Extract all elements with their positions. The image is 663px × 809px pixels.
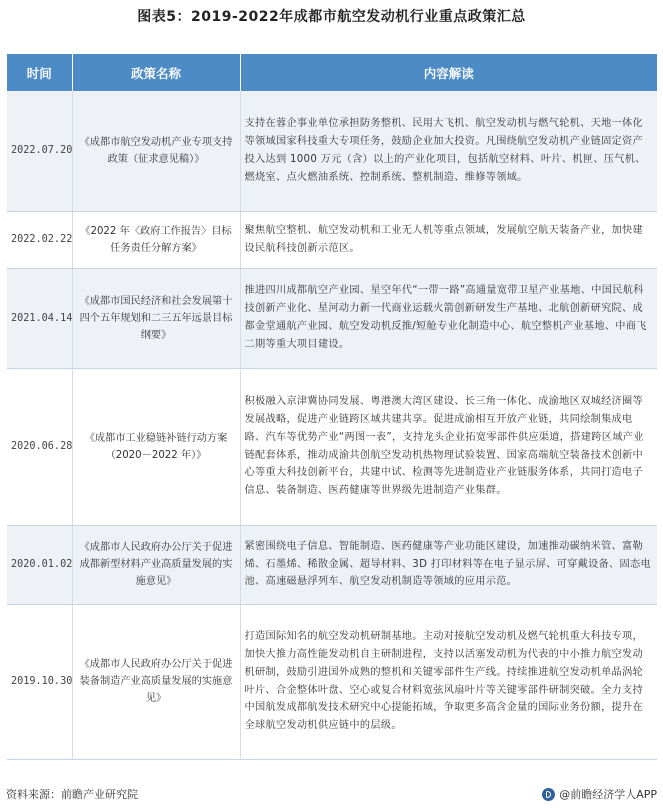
table-row (7, 211, 657, 268)
source-note: 资料来源：前瞻产业研究院 (6, 788, 138, 801)
table-row (7, 604, 657, 759)
policy-name: 《成都市国民经济和社会发展第十四个五年规划和二三五年远景目标纲要》 (72, 268, 240, 368)
qianzhan-logo-icon (542, 788, 555, 801)
policy-content: 支持在蓉企事业单位承担防务整机、民用大飞机、航空发动机与燃气轮机、天地一体化等领域国家科技重大专项任务，鼓励企业加大投资。凡围绕航空发动机产业链固定资产投入达到 1000 万元（含）以上的产业化项目，包括航空材料、叶片、机匣、压气机、燃烧室、点火燃油系统、控制系统、整机制造、维修等领域。 (240, 91, 657, 211)
policy-content: 积极融入京津冀协同发展、粤港澳大湾区建设、长三角一体化、成渝地区双城经济圈等发展战略，促进产业链跨区域共建共享。促进成渝相互开放产业链，共同绘制集成电路、汽车等优势产业“两图一表”，支持龙头企业拓宽零部件供应渠道，搭建跨区域产业链配套体系，推动成渝共创航空发动机热物理试验装置、国家高端航空装备技术创新中心等重大科技创新平台，共建中试、检测等先进制造业产业链服务体系，共同打造电子信息、装备制造、医药健康等世界级先进制造产业集群。 (240, 368, 657, 525)
table-row (7, 91, 657, 211)
column-header-policy-name: 政策名称 (72, 54, 240, 91)
footer (6, 786, 657, 804)
policy-date: 2021.04.14 (7, 268, 72, 368)
policy-name: 《2022 年〈政府工作报告〉目标任务责任分解方案》 (72, 211, 240, 268)
policy-name: 《成都市人民政府办公厅关于促进装备制造产业高质量发展的实施意见》 (72, 604, 240, 759)
table-row (7, 368, 657, 525)
policy-table (7, 54, 657, 760)
brand-label: @前瞻经济学人APP (559, 788, 657, 801)
policy-name: 《成都市工业稳链补链行动方案（2020－2022 年）》 (72, 368, 240, 525)
policy-date: 2020.06.28 (7, 368, 72, 525)
policy-content: 推进四川成都航空产业园、星空年代“一带一路”高通量宽带卫星产业基地、中国民航科技创新产业化、星河动力新一代商业运载火箭创新研发生产基地、北航创新研究院、成都金堂通航产业园、航空发动机反推/短舱专业化制造中心、航空整机产业基地、中商飞二期等重大项目建设。 (240, 268, 657, 368)
policy-content: 聚焦航空整机、航空发动机和工业无人机等重点领域，发展航空航天装备产业，加快建设民航科技创新示范区。 (240, 211, 657, 268)
chart-title: 图表5：2019-2022年成都市航空发动机行业重点政策汇总 (137, 9, 526, 25)
policy-name: 《成都市人民政府办公厅关于促进成都新型材料产业高质量发展的实施意见》 (72, 525, 240, 604)
table-row (7, 525, 657, 604)
column-header-date: 时间 (7, 54, 72, 91)
policy-content: 打造国际知名的航空发动机研制基地。主动对接航空发动机及燃气轮机重大科技专项，加快大推力高性能发动机自主研制进程，支持以活塞发动机为代表的中小推力航空发动机研制，鼓励引进国外成熟的整机和关键零部件生产线。持续推进航空发动机单晶涡轮叶片、合金整体叶盘、空心或复合材料宽弦风扇叶片等关键零部件研制突破。全力支持中国航发成都航发技术研究中心提能拓域，争取更多高含金量的国际业务份额，提升在全球航空发动机供应链中的层级。 (240, 604, 657, 759)
policy-name: 《成都市航空发动机产业专项支持政策（征求意见稿）》 (72, 91, 240, 211)
table-row (7, 268, 657, 368)
policy-date: 2022.02.22 (7, 211, 72, 268)
policy-date: 2020.01.02 (7, 525, 72, 604)
table-header-row (7, 54, 657, 91)
policy-date: 2019.10.30 (7, 604, 72, 759)
policy-date: 2022.07.20 (7, 91, 72, 211)
policy-content: 紧密围绕电子信息、智能制造、医药健康等产业功能区建设，加速推动碳纳米管、富勒烯、石墨烯、稀散金属、超导材料、3D 打印材料等在电子显示屏、可穿戴设备、固态电池、高速磁悬浮列车、航空发动机制造等领域的应用示范。 (240, 525, 657, 604)
column-header-content: 内容解读 (240, 54, 657, 91)
brand-credit (542, 786, 657, 802)
